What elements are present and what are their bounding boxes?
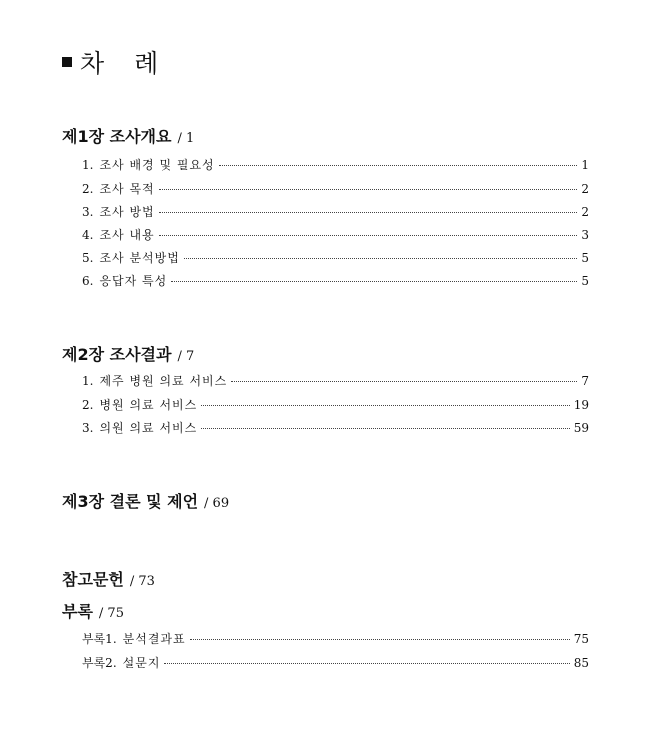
appendix-heading[interactable] (62, 599, 124, 622)
dot-leader (171, 281, 577, 282)
entry-page: 19 (573, 398, 589, 412)
entry-label: 조사 분석방법 (99, 251, 180, 265)
entry-label: 조사 배경 및 필요성 (99, 158, 215, 172)
references-page: / 73 (129, 574, 155, 589)
entry-number: 2. (82, 398, 94, 412)
entry-label: 분석결과표 (122, 632, 186, 646)
toc-entry-appendix-1[interactable] (82, 630, 589, 648)
toc-entry-2-2[interactable] (82, 396, 589, 414)
entry-label: 설문지 (122, 656, 161, 670)
entry-number: 부록1. (82, 632, 117, 646)
chapter-1-page: / 1 (177, 131, 195, 146)
chapter-2-title: 제2장 조사결과 (62, 345, 172, 364)
dot-leader (219, 165, 578, 166)
entry-label: 응답자 특성 (99, 274, 168, 288)
dot-leader (201, 428, 569, 429)
entry-number: 5. (82, 251, 94, 265)
entry-label: 조사 내용 (99, 228, 155, 242)
appendix-title: 부록 (62, 602, 93, 621)
entry-page: 5 (581, 274, 589, 288)
entry-number: 6. (82, 274, 94, 288)
dot-leader (159, 189, 578, 190)
toc-title-a: 차 (80, 49, 105, 78)
toc-entry-2-1[interactable] (82, 372, 589, 390)
entry-page: 1 (581, 158, 589, 172)
dot-leader (164, 663, 569, 664)
bullet-square-icon (62, 57, 72, 67)
entry-page: 2 (581, 182, 589, 196)
entry-number: 3. (82, 205, 94, 219)
dot-leader (159, 235, 578, 236)
entry-number: 부록2. (82, 656, 117, 670)
chapter-2-heading[interactable] (62, 342, 194, 365)
dot-leader (159, 212, 578, 213)
toc-title-b: 례 (134, 49, 159, 78)
toc-entry-1-5[interactable] (82, 249, 589, 267)
entry-number: 1. (82, 158, 94, 172)
chapter-3-title: 제3장 결론 및 제언 (62, 492, 199, 511)
entry-number: 2. (82, 182, 94, 196)
entry-page: 2 (581, 205, 589, 219)
entry-number: 1. (82, 374, 94, 388)
dot-leader (190, 639, 570, 640)
chapter-1-heading[interactable] (62, 124, 194, 147)
entry-label: 의원 의료 서비스 (99, 421, 198, 435)
entry-label: 제주 병원 의료 서비스 (99, 374, 228, 388)
toc-entry-1-4[interactable] (82, 226, 589, 244)
toc-entry-2-3[interactable] (82, 419, 589, 437)
appendix-page: / 75 (98, 606, 124, 621)
entry-page: 85 (573, 656, 589, 670)
chapter-3-page: / 69 (204, 496, 230, 511)
toc-title (62, 44, 158, 80)
toc-entry-1-6[interactable] (82, 272, 589, 290)
chapter-3-heading[interactable] (62, 489, 229, 512)
toc-entry-1-3[interactable] (82, 203, 589, 221)
entry-number: 4. (82, 228, 94, 242)
entry-label: 조사 목적 (99, 182, 155, 196)
entry-page: 75 (573, 632, 589, 646)
entry-page: 59 (573, 421, 589, 435)
chapter-1-title: 제1장 조사개요 (62, 127, 172, 146)
entry-number: 3. (82, 421, 94, 435)
dot-leader (231, 381, 577, 382)
entry-label: 조사 방법 (99, 205, 155, 219)
entry-label: 병원 의료 서비스 (99, 398, 198, 412)
toc-entry-1-1[interactable] (82, 156, 589, 174)
toc-entry-1-2[interactable] (82, 180, 589, 198)
dot-leader (201, 405, 569, 406)
references-heading[interactable] (62, 567, 155, 590)
dot-leader (184, 258, 578, 259)
toc-entry-appendix-2[interactable] (82, 654, 589, 672)
entry-page: 5 (581, 251, 589, 265)
chapter-2-page: / 7 (177, 349, 195, 364)
entry-page: 3 (581, 228, 589, 242)
references-title: 참고문헌 (62, 570, 124, 589)
entry-page: 7 (581, 374, 589, 388)
